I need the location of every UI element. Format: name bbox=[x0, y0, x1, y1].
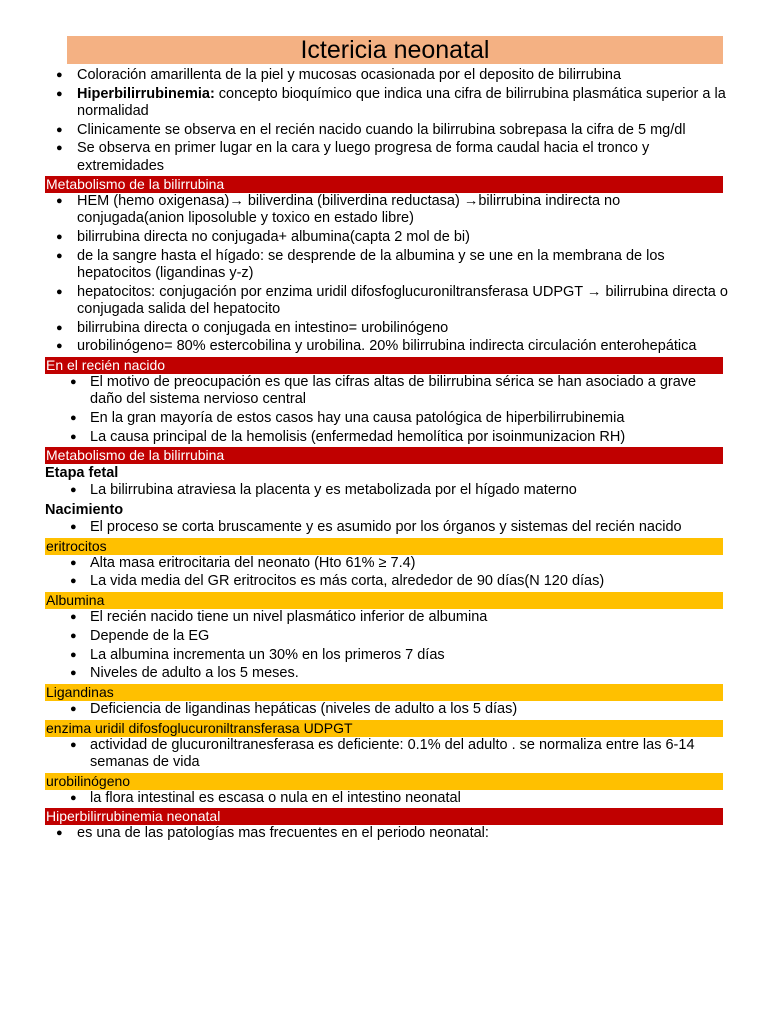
list-item: ● Depende de la EG bbox=[70, 627, 210, 644]
bullet-icon: ● bbox=[70, 430, 77, 443]
list-item: ● Deficiencia de ligandinas hepáticas (niveles de adulto a los 5 días) bbox=[70, 700, 518, 717]
bullet-icon: ● bbox=[70, 702, 77, 715]
bullet-icon: ● bbox=[56, 69, 63, 81]
list-item: ● Se observa en primer lugar en la cara y luego progresa de forma caudal hacia el tronco y extremidades bbox=[56, 140, 650, 174]
nacimiento-list bbox=[0, 519, 768, 536]
list-item: ● El motivo de preocupación es que las cifras altas de bilirrubina sérica se han asociado a grave daño del sistema nervioso central bbox=[70, 374, 697, 408]
section-heading-metabolismo: Metabolismo de la bilirrubina bbox=[45, 176, 723, 193]
urobilinogeno-list bbox=[0, 790, 768, 807]
list-item: ● La vida media del GR eritrocitos es más corta, alrededor de 90 días(N 120 días) bbox=[70, 573, 605, 590]
bullet-icon: ● bbox=[70, 791, 77, 804]
section-heading-hiperbilirrubinemia: Hiperbilirrubinemia neonatal bbox=[45, 808, 723, 825]
list-item: ● La albumina incrementa un 30% en los primeros 7 días bbox=[70, 646, 445, 663]
list-item: ● Alta masa eritrocitaria del neonato (Hto 61% ≥ 7.4) bbox=[70, 554, 416, 571]
term-bold: Hiperbilirrubinemia: bbox=[77, 85, 215, 102]
list-item: ● bilirrubina directa o conjugada en intestino= urobilinógeno bbox=[56, 319, 449, 336]
section-heading-albumina: Albumina bbox=[45, 592, 723, 609]
bullet-icon: ● bbox=[70, 521, 77, 534]
section-heading-metabolismo-2: Metabolismo de la bilirrubina bbox=[45, 447, 723, 464]
intro-list bbox=[0, 67, 768, 175]
list-item: ● Hiperbilirrubinemia: concepto bioquímico que indica una cifra de bilirrubina plasmática superior a la normalidad bbox=[56, 85, 726, 119]
etapa-fetal-list bbox=[0, 482, 768, 499]
bullet-icon: ● bbox=[70, 575, 77, 588]
albumina-list bbox=[0, 609, 768, 682]
section-heading-udpgt: enzima uridil difosfoglucuroniltransferasa UDPGT bbox=[45, 720, 723, 737]
list-item: ● Coloración amarillenta de la piel y mucosas ocasionada por el deposito de bilirrubina bbox=[56, 67, 622, 83]
list-item: ● Clinicamente se observa en el recién nacido cuando la bilirrubina sobrepasa la cifra de 5 mg/dl bbox=[56, 121, 686, 138]
bullet-icon: ● bbox=[70, 411, 77, 424]
bullet-icon: ● bbox=[70, 648, 77, 661]
bullet-icon: ● bbox=[56, 285, 63, 298]
metabolismo-list bbox=[0, 193, 768, 355]
list-item: ● actividad de glucuroniltranesferasa es deficiente: 0.1% del adulto . se normaliza entre las 6-14 semanas de vida bbox=[70, 736, 695, 770]
bullet-icon: ● bbox=[56, 321, 63, 334]
bullet-icon: ● bbox=[70, 629, 77, 642]
bullet-icon: ● bbox=[56, 123, 63, 136]
document-title: Ictericia neonatal bbox=[300, 36, 490, 64]
list-item: ● la flora intestinal es escasa o nula en el intestino neonatal bbox=[70, 789, 461, 806]
bullet-icon: ● bbox=[56, 827, 63, 840]
bullet-icon: ● bbox=[56, 340, 63, 353]
ligandinas-list bbox=[0, 701, 768, 718]
bullet-icon: ● bbox=[56, 195, 63, 208]
bullet-icon: ● bbox=[56, 231, 63, 244]
udpgt-list bbox=[0, 737, 768, 771]
document-body bbox=[0, 67, 768, 844]
section-heading-urobilinogeno: urobilinógeno bbox=[45, 773, 723, 790]
list-item: ● En la gran mayoría de estos casos hay una causa patológica de hiperbilirrubinemia bbox=[70, 409, 625, 426]
list-item: ● es una de las patologías mas frecuentes en el periodo neonatal: bbox=[56, 825, 489, 842]
list-item: ● El proceso se corta bruscamente y es asumido por los órganos y sistemas del recién nacido bbox=[70, 519, 682, 536]
list-item: ● urobilinógeno= 80% estercobilina y urobilina. 20% bilirrubina indirecta circulación enterohepática bbox=[56, 338, 697, 355]
subheading-nacimiento: Nacimiento bbox=[45, 502, 124, 519]
bullet-icon: ● bbox=[56, 87, 63, 100]
list-item: ● Niveles de adulto a los 5 meses. bbox=[70, 665, 299, 682]
section-heading-eritrocitos: eritrocitos bbox=[45, 538, 723, 555]
bullet-icon: ● bbox=[70, 738, 77, 751]
bullet-icon: ● bbox=[70, 667, 77, 680]
list-item: ● de la sangre hasta el hígado: se desprende de la albumina y se une en la membrana de los hepatocitos (ligandinas y-z) bbox=[56, 247, 665, 282]
document-title-bar bbox=[67, 36, 723, 64]
list-item: ● La bilirrubina atraviesa la placenta y es metabolizada por el hígado materno bbox=[70, 482, 577, 499]
section-heading-recien-nacido: En el recién nacido bbox=[45, 357, 723, 374]
bullet-icon: ● bbox=[70, 484, 77, 497]
bullet-icon: ● bbox=[70, 376, 77, 389]
bullet-icon: ● bbox=[70, 556, 77, 569]
eritrocitos-list bbox=[0, 555, 768, 591]
recien-nacido-list bbox=[0, 374, 768, 446]
section-heading-ligandinas: Ligandinas bbox=[45, 684, 723, 701]
bullet-icon: ● bbox=[56, 142, 63, 155]
bullet-icon: ● bbox=[70, 611, 77, 624]
list-item: ● La causa principal de la hemolisis (enfermedad hemolítica por isoinmunizacion RH) bbox=[70, 428, 626, 445]
bullet-icon: ● bbox=[56, 249, 63, 262]
hiperbilirrubinemia-list bbox=[0, 825, 768, 842]
list-item: ● HEM (hemo oxigenasa)→ biliverdina (biliverdina reductasa) →bilirrubina indirecta no conjugada(anion liposoluble y toxico en estado libre) bbox=[56, 193, 621, 227]
subheading-etapa-fetal: Etapa fetal bbox=[45, 465, 119, 482]
list-item: ● bilirrubina directa no conjugada+ albumina(capta 2 mol de bi) bbox=[56, 229, 470, 246]
list-item: ● El recién nacido tiene un nivel plasmático inferior de albumina bbox=[70, 609, 488, 626]
list-item: ● hepatocitos: conjugación por enzima uridil difosfoglucuroniltransferasa UDPGT → bilirrubina directa o conjugada salida del hepatocito bbox=[56, 283, 728, 317]
